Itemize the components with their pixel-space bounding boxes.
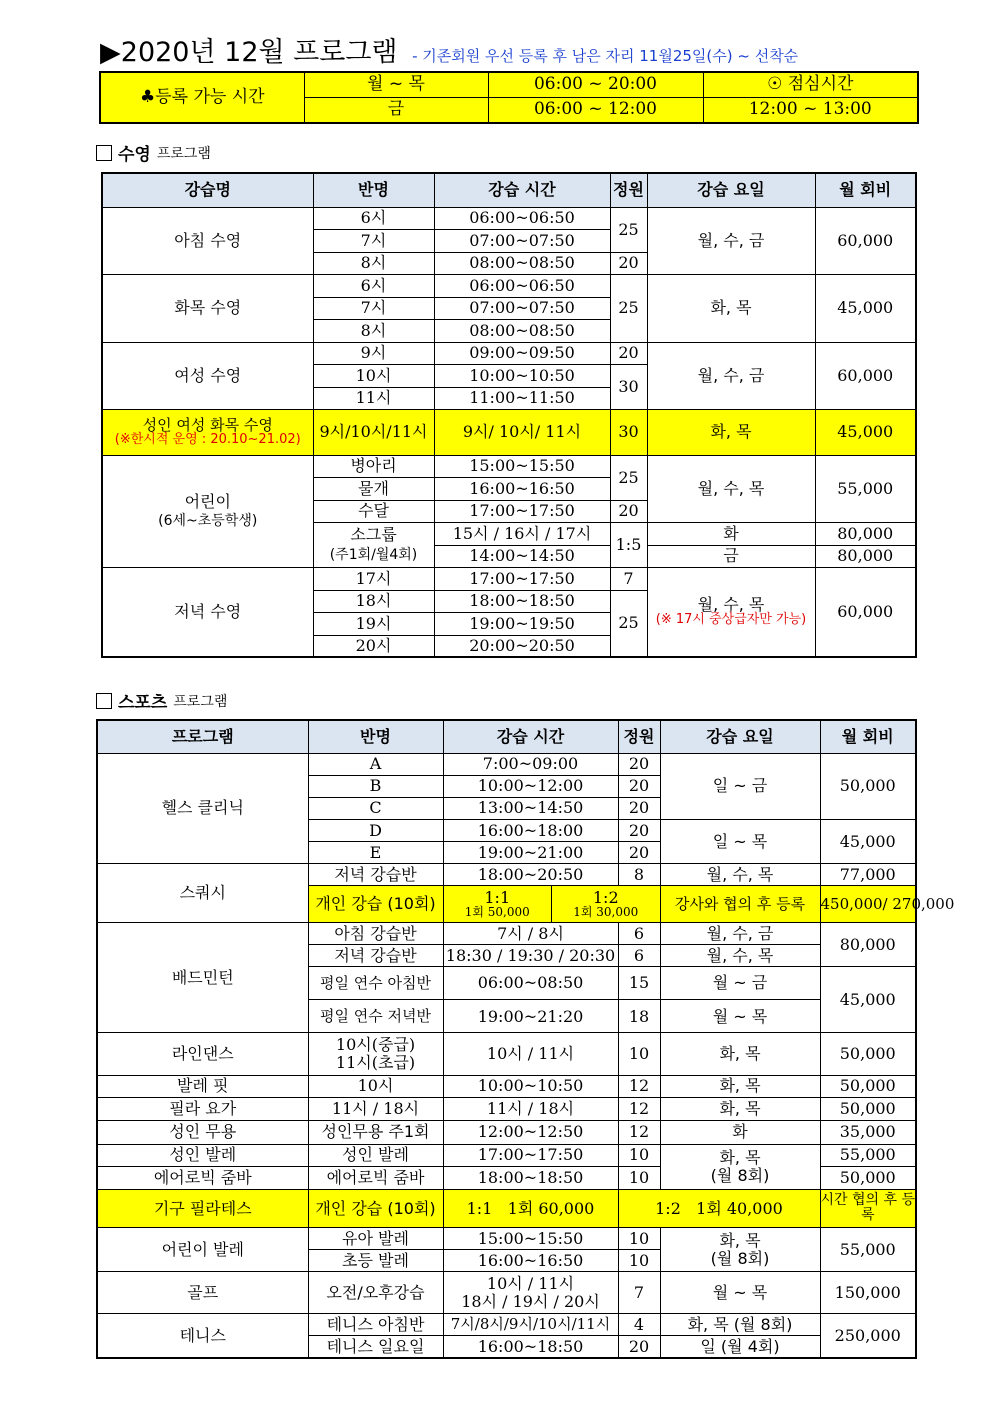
- monthly-fee: 77,000: [820, 863, 916, 885]
- capacity: 20: [610, 252, 647, 274]
- capacity: 25: [610, 274, 647, 342]
- program-name: 아침 수영: [102, 207, 313, 274]
- time-line: 18시 / 19시 / 20시: [461, 1291, 600, 1311]
- class-days: 화: [660, 1120, 820, 1144]
- class-days-sub: (월 8회): [710, 1248, 770, 1268]
- swim-section-suffix: 프로그램: [156, 145, 211, 162]
- capacity: 20: [618, 841, 660, 863]
- capacity: 20: [618, 1336, 660, 1358]
- class-name: 테니스 아침반: [308, 1314, 443, 1336]
- swim-section-heading: [96, 140, 211, 165]
- class-days-text: 화, 목: [719, 1148, 761, 1168]
- class-time: 15시 / 16시 / 17시: [434, 522, 610, 545]
- time-line: 10시 / 11시: [486, 1274, 575, 1294]
- checkbox-icon: [96, 693, 112, 709]
- col-header: 월 회비: [820, 720, 916, 753]
- capacity: 7: [618, 1272, 660, 1314]
- class-time: 17:00~17:50: [434, 500, 610, 522]
- rate-label: 1:1: [466, 1198, 493, 1218]
- class-days-sub: (월 8회): [710, 1165, 770, 1185]
- monthly-fee: 250,000: [820, 1314, 916, 1358]
- col-header: 반명: [313, 173, 434, 207]
- class-days: 화: [647, 522, 815, 545]
- class-days: [660, 1227, 820, 1271]
- capacity: 10: [618, 1144, 660, 1166]
- program-name: 발레 핏: [97, 1075, 308, 1097]
- class-time: 10시 / 11시: [443, 1033, 618, 1075]
- class-time: 07:00~07:50: [434, 229, 610, 252]
- program-name: 필라 요가: [97, 1097, 308, 1120]
- class-name: D: [308, 819, 443, 841]
- rate-label: 1:2: [592, 887, 619, 907]
- class-time: 16:00~16:50: [443, 1250, 618, 1272]
- class-days: 금: [647, 545, 815, 567]
- class-time: 15:00~15:50: [443, 1227, 618, 1249]
- col-header: 강습 요일: [660, 720, 820, 753]
- class-subtitle: (주1회/월4회): [329, 546, 418, 563]
- class-days: 월, 수, 금: [647, 342, 815, 409]
- monthly-fee: 450,000/ 270,000: [820, 885, 916, 922]
- class-name: 초등 발레: [308, 1250, 443, 1272]
- monthly-fee: 80,000: [815, 522, 916, 545]
- capacity: 25: [610, 590, 647, 657]
- class-name: 11시 / 18시: [308, 1097, 443, 1120]
- class-time: 13:00~14:50: [443, 797, 618, 819]
- class-time: 18:30 / 19:30 / 20:30: [443, 945, 618, 967]
- class-days: 일 ~ 금: [660, 753, 820, 819]
- class-days: 화, 목: [647, 274, 815, 342]
- class-name: 18시: [313, 590, 434, 612]
- class-time: 15:00~15:50: [434, 455, 610, 477]
- class-days: 화, 목: [660, 1097, 820, 1120]
- class-time: 08:00~08:50: [434, 319, 610, 342]
- program-name: [102, 455, 313, 567]
- class-name: 오전/오후강습: [308, 1272, 443, 1314]
- monthly-fee: 45,000: [820, 967, 916, 1033]
- program-name: 헬스 클리닉: [97, 753, 308, 863]
- class-time: 19:00~21:00: [443, 841, 618, 863]
- registration-time: 06:00 ~ 20:00: [488, 72, 703, 97]
- program-subtitle: (6세~초등학생): [158, 513, 258, 530]
- capacity: 12: [618, 1075, 660, 1097]
- rate-1to2: [552, 886, 660, 922]
- capacity: 30: [610, 364, 647, 409]
- class-name: 20시: [313, 635, 434, 657]
- class-name: 10시: [313, 364, 434, 387]
- capacity: 10: [618, 1250, 660, 1272]
- class-name: 개인 강습 (10회): [308, 885, 443, 922]
- monthly-fee: 45,000: [815, 274, 916, 342]
- class-name: B: [308, 775, 443, 797]
- monthly-fee: 50,000: [820, 753, 916, 819]
- program-title: 성인 여성 화목 수영: [142, 415, 273, 434]
- capacity: 20: [618, 797, 660, 819]
- class-time: 16:00~18:50: [443, 1336, 618, 1358]
- swim-program-table: [101, 172, 917, 658]
- class-name: 유아 발레: [308, 1227, 443, 1249]
- class-time: 17:00~17:50: [443, 1144, 618, 1166]
- program-name: 에어로빅 줌바: [97, 1166, 308, 1189]
- col-header: 강습명: [102, 173, 313, 207]
- col-header: 프로그램: [97, 720, 308, 753]
- program-name: 어린이 발레: [97, 1227, 308, 1271]
- class-name: A: [308, 753, 443, 775]
- class-name: 6시: [313, 274, 434, 297]
- class-name: 저녁 강습반: [308, 945, 443, 967]
- class-time: 19:00~21:20: [443, 1000, 618, 1033]
- class-name: 테니스 일요일: [308, 1336, 443, 1358]
- monthly-fee: 50,000: [820, 1075, 916, 1097]
- class-time: 16:00~16:50: [434, 477, 610, 500]
- class-time: 14:00~14:50: [434, 545, 610, 567]
- capacity: 25: [610, 455, 647, 500]
- program-name: 성인 발레: [97, 1144, 308, 1166]
- monthly-fee: 50,000: [820, 1166, 916, 1189]
- capacity: 10: [618, 1033, 660, 1075]
- registration-days: 금: [304, 97, 488, 123]
- capacity: 20: [610, 500, 647, 522]
- monthly-fee: 50,000: [820, 1033, 916, 1075]
- class-name: [308, 1033, 443, 1075]
- swim-section-title: 수영: [118, 145, 151, 165]
- col-header: 강습 시간: [443, 720, 618, 753]
- class-days: 화, 목: [660, 1033, 820, 1075]
- class-days: 월, 수, 목: [660, 945, 820, 967]
- class-name: [313, 522, 434, 567]
- class-time: 7시 / 8시: [443, 923, 618, 945]
- program-name: 여성 수영: [102, 342, 313, 409]
- class-name: 성인무용 주1회: [308, 1120, 443, 1144]
- class-days: 월 ~ 목: [660, 1272, 820, 1314]
- program-title: 어린이: [184, 491, 231, 511]
- class-name: 평일 연수 아침반: [308, 967, 443, 1000]
- class-days: 화, 목 (월 8회): [660, 1314, 820, 1336]
- class-days: 월, 수, 금: [660, 923, 820, 945]
- monthly-fee: 150,000: [820, 1272, 916, 1314]
- program-name: 성인 무용: [97, 1120, 308, 1144]
- capacity: 8: [618, 863, 660, 885]
- monthly-fee: 60,000: [815, 567, 916, 657]
- class-time: 20:00~20:50: [434, 635, 610, 657]
- class-line: 11시(초급): [335, 1052, 416, 1072]
- class-time: 19:00~19:50: [434, 612, 610, 635]
- class-time: 10:00~12:00: [443, 775, 618, 797]
- class-time: 10:00~10:50: [443, 1075, 618, 1097]
- class-days: 월 ~ 목: [660, 1000, 820, 1033]
- registration-time: 06:00 ~ 12:00: [488, 97, 703, 123]
- capacity: 4: [618, 1314, 660, 1336]
- page-title: [100, 30, 798, 69]
- class-name: C: [308, 797, 443, 819]
- class-name: 19시: [313, 612, 434, 635]
- capacity: 20: [610, 342, 647, 364]
- class-days: [647, 567, 815, 657]
- program-name: 스쿼시: [97, 863, 308, 922]
- class-time: 06:00~08:50: [443, 967, 618, 1000]
- class-name: 8시: [313, 252, 434, 274]
- checkbox-icon: [96, 145, 112, 161]
- sports-program-table: [96, 719, 955, 1359]
- class-days: 화, 목: [660, 1075, 820, 1097]
- monthly-fee: 60,000: [815, 342, 916, 409]
- rate-label: 1:2: [655, 1198, 681, 1218]
- class-title: 소그룹: [350, 525, 397, 544]
- capacity: 20: [618, 775, 660, 797]
- rate-fee: 1회 50,000: [464, 905, 530, 920]
- registration-days: 월 ~ 목: [304, 72, 488, 97]
- lunch-label: ☉ 점심시간: [703, 72, 918, 97]
- program-name: [102, 409, 313, 455]
- class-name: 아침 강습반: [308, 923, 443, 945]
- monthly-fee: 35,000: [820, 1120, 916, 1144]
- class-time: 12:00~12:50: [443, 1120, 618, 1144]
- class-time: [443, 1272, 618, 1314]
- class-time: 07:00~07:50: [434, 297, 610, 319]
- class-name: 수달: [313, 500, 434, 522]
- class-name: 성인 발레: [308, 1144, 443, 1166]
- col-header: 강습 요일: [647, 173, 815, 207]
- lunch-time: 12:00 ~ 13:00: [703, 97, 918, 123]
- class-days-note: (※ 17시 중상급자만 가능): [655, 612, 807, 628]
- program-name: 저녁 수영: [102, 567, 313, 657]
- monthly-fee: 45,000: [815, 409, 916, 455]
- title-subtitle: - 기존회원 우선 등록 후 남은 자리 11월25일(수) ~ 선착순: [412, 47, 799, 65]
- title-main: ▶2020년 12월 프로그램: [100, 37, 398, 68]
- sports-section-suffix: 프로그램: [173, 693, 228, 710]
- program-note: (※한시적 운영 : 20.10~21.02): [114, 432, 301, 448]
- class-name: 17시: [313, 567, 434, 590]
- class-days: 일 (월 4회): [660, 1336, 820, 1358]
- monthly-fee: 60,000: [815, 207, 916, 274]
- registration-label: ♣등록 가능 시간: [100, 72, 304, 123]
- class-time: 10:00~10:50: [434, 364, 610, 387]
- class-time: 08:00~08:50: [434, 252, 610, 274]
- class-time: 06:00~06:50: [434, 207, 610, 229]
- class-time: 7시/8시/9시/10시/11시: [443, 1314, 618, 1336]
- program-name: 배드민턴: [97, 923, 308, 1033]
- class-days: 일 ~ 목: [660, 819, 820, 863]
- capacity: 12: [618, 1120, 660, 1144]
- class-name: 6시: [313, 207, 434, 229]
- col-header: 반명: [308, 720, 443, 753]
- capacity: 18: [618, 1000, 660, 1033]
- class-days: 월, 수, 목: [660, 863, 820, 885]
- program-name: 테니스: [97, 1314, 308, 1358]
- class-days: 강사와 협의 후 등록: [660, 885, 820, 922]
- class-days: 화, 목: [647, 409, 815, 455]
- rate-fee: 1회 30,000: [573, 905, 639, 920]
- registration-hours-table: [99, 71, 919, 124]
- class-time: 06:00~06:50: [434, 274, 610, 297]
- private-rates: [443, 885, 660, 922]
- class-name: 평일 연수 저녁반: [308, 1000, 443, 1033]
- class-time: 18:00~18:50: [443, 1166, 618, 1189]
- program-name: 기구 필라테스: [97, 1189, 308, 1227]
- program-name: 골프: [97, 1272, 308, 1314]
- rate-fee: 1회 60,000: [507, 1198, 595, 1218]
- class-name: 8시: [313, 319, 434, 342]
- class-name: 10시: [308, 1075, 443, 1097]
- capacity: 15: [618, 967, 660, 1000]
- capacity: 7: [610, 567, 647, 590]
- class-time: 18:00~20:50: [443, 863, 618, 885]
- class-name: 병아리: [313, 455, 434, 477]
- class-days: 월, 수, 목: [647, 455, 815, 522]
- sports-section-title: 스포츠: [118, 693, 168, 713]
- rate-1to1: [444, 886, 553, 922]
- rate-1to2: [618, 1189, 820, 1227]
- monthly-fee: 80,000: [815, 545, 916, 567]
- col-header: 정원: [610, 173, 647, 207]
- class-time: 17:00~17:50: [434, 567, 610, 590]
- col-header: 강습 시간: [434, 173, 610, 207]
- monthly-fee: 55,000: [820, 1227, 916, 1271]
- col-header: 정원: [618, 720, 660, 753]
- class-days-text: 월, 수, 목: [697, 594, 765, 614]
- rate-1to1: [443, 1189, 618, 1227]
- program-name: 라인댄스: [97, 1033, 308, 1075]
- class-days-text: 화, 목: [719, 1230, 761, 1250]
- rate-fee: 1회 40,000: [696, 1198, 783, 1218]
- class-time: 11:00~11:50: [434, 387, 610, 409]
- class-name: 물개: [313, 477, 434, 500]
- rate-label: 1:1: [484, 887, 511, 907]
- class-name: 9시/10시/11시: [313, 409, 434, 455]
- class-time: 7:00~09:00: [443, 753, 618, 775]
- monthly-fee: 50,000: [820, 1097, 916, 1120]
- class-time: 18:00~18:50: [434, 590, 610, 612]
- monthly-fee: 80,000: [820, 923, 916, 967]
- program-name: 화목 수영: [102, 274, 313, 342]
- class-name: 11시: [313, 387, 434, 409]
- monthly-fee: 55,000: [815, 455, 916, 522]
- class-time: 16:00~18:00: [443, 819, 618, 841]
- capacity: 20: [618, 819, 660, 841]
- class-name: 7시: [313, 297, 434, 319]
- capacity: 6: [618, 923, 660, 945]
- class-time: 9시/ 10시/ 11시: [434, 409, 610, 455]
- capacity: 20: [618, 753, 660, 775]
- capacity: 1:5: [610, 522, 647, 567]
- class-name: 저녁 강습반: [308, 863, 443, 885]
- col-header: 월 회비: [815, 173, 916, 207]
- capacity: 10: [618, 1227, 660, 1249]
- class-name: 7시: [313, 229, 434, 252]
- class-line: 10시(중급): [335, 1035, 416, 1055]
- class-days: 월, 수, 금: [647, 207, 815, 274]
- capacity: 6: [618, 945, 660, 967]
- class-name: 9시: [313, 342, 434, 364]
- class-days: [660, 1144, 820, 1189]
- sports-section-heading: [96, 688, 227, 713]
- class-days: 월 ~ 금: [660, 967, 820, 1000]
- capacity: 30: [610, 409, 647, 455]
- monthly-fee: 55,000: [820, 1144, 916, 1166]
- class-name: 에어로빅 줌바: [308, 1166, 443, 1189]
- capacity: 25: [610, 207, 647, 252]
- capacity: 10: [618, 1166, 660, 1189]
- class-name: E: [308, 841, 443, 863]
- class-time: 11시 / 18시: [443, 1097, 618, 1120]
- monthly-fee: 45,000: [820, 819, 916, 863]
- capacity: 12: [618, 1097, 660, 1120]
- class-time: 09:00~09:50: [434, 342, 610, 364]
- registration-note: 시간 협의 후 등록: [820, 1189, 916, 1227]
- class-name: 개인 강습 (10회): [308, 1189, 443, 1227]
